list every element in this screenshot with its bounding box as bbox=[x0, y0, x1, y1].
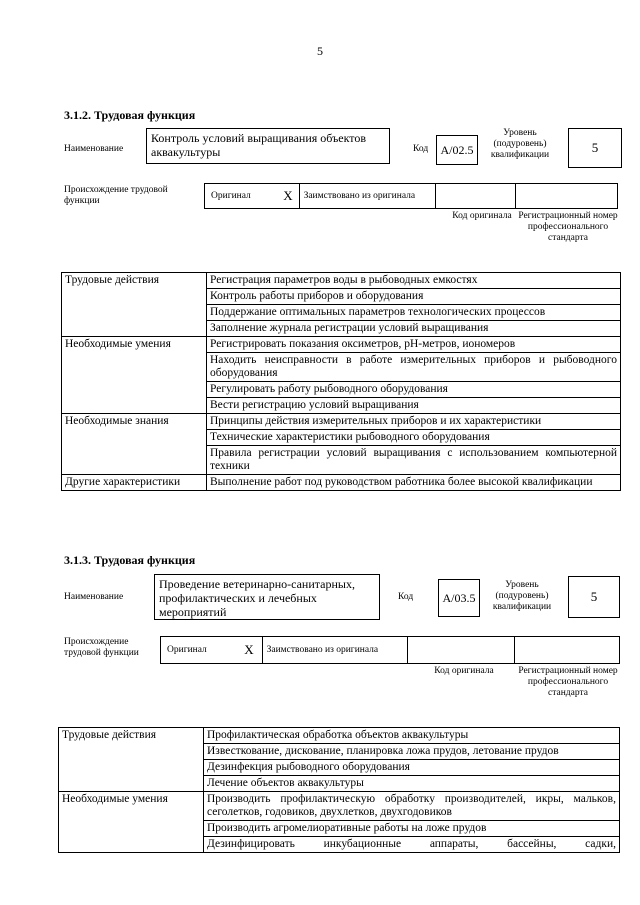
table-row bbox=[62, 475, 621, 491]
table-row bbox=[62, 273, 621, 289]
code-label: Код bbox=[413, 144, 429, 154]
original-label: Оригинал bbox=[167, 645, 207, 655]
code-box bbox=[436, 135, 478, 165]
origin-label: Происхождение трудовой функции bbox=[64, 185, 168, 206]
category-cell: Необходимые знания bbox=[62, 414, 207, 475]
section-title: 3.1.2. Трудовая функция bbox=[64, 108, 196, 122]
origin-label: Происхождение трудовой функции bbox=[64, 637, 139, 658]
origin-table bbox=[204, 183, 618, 209]
item-cell: Производить агромелиоративные работы на ложе прудов bbox=[204, 821, 620, 837]
item-cell: Лечение объектов аквакультуры bbox=[204, 776, 620, 792]
category-cell: Необходимые умения bbox=[59, 792, 204, 853]
requirements-table bbox=[58, 727, 620, 853]
name-label: Наименование bbox=[64, 592, 124, 602]
item-cell: Регистрация параметров воды в рыбоводных емкостях bbox=[207, 273, 621, 289]
original-mark: X bbox=[283, 188, 293, 203]
table-row bbox=[59, 728, 620, 744]
item-cell: Производить профилактическую обработку производителей, икры, мальков, сеголетков, годовиков, двухлетков, двухгодовиков bbox=[204, 792, 620, 821]
code-original-cell bbox=[436, 184, 516, 208]
section-title: 3.1.3. Трудовая функция bbox=[64, 553, 196, 567]
item-cell: Профилактическая обработка объектов аквакультуры bbox=[204, 728, 620, 744]
item-cell: Контроль работы приборов и оборудования bbox=[207, 289, 621, 305]
category-cell: Трудовые действия bbox=[59, 728, 204, 792]
original-mark: X bbox=[244, 642, 254, 657]
reg-number-caption: Регистрационный номер профессионального стандарта bbox=[518, 666, 618, 698]
function-name-box bbox=[146, 128, 390, 164]
item-cell: Регулировать работу рыбоводного оборудования bbox=[207, 382, 621, 398]
level-box bbox=[568, 128, 622, 168]
name-label: Наименование bbox=[64, 144, 124, 154]
reg-number-cell bbox=[515, 637, 619, 663]
category-cell: Необходимые умения bbox=[62, 337, 207, 414]
reg-number-cell bbox=[516, 184, 617, 208]
item-cell: Технические характеристики рыбоводного оборудования bbox=[207, 430, 621, 446]
function-name: Проведение ветеринарно-санитарных, профилактических и лечебных мероприятий bbox=[159, 577, 355, 619]
level-box bbox=[568, 576, 620, 618]
item-cell: Вести регистрацию условий выращивания bbox=[207, 398, 621, 414]
code-box bbox=[438, 579, 480, 617]
function-name: Контроль условий выращивания объектов аквакультуры bbox=[151, 131, 367, 159]
item-cell: Правила регистрации условий выращивания с использованием компьютерной техники bbox=[207, 446, 621, 475]
borrowed-cell bbox=[300, 184, 436, 208]
item-cell: Поддержание оптимальных параметров технологических процессов bbox=[207, 305, 621, 321]
original-cell bbox=[205, 184, 300, 208]
origin-table bbox=[160, 636, 620, 664]
item-cell: Находить неисправности в работе измерительных приборов и рыбоводного оборудования bbox=[207, 353, 621, 382]
item-cell: Заполнение журнала регистрации условий выращивания bbox=[207, 321, 621, 337]
borrowed-label: Заимствовано из оригинала bbox=[303, 191, 416, 201]
category-cell: Другие характеристики bbox=[62, 475, 207, 491]
code-original-caption: Код оригинала bbox=[452, 211, 512, 221]
code-value: A/02.5 bbox=[440, 142, 474, 157]
item-cell: Регистрировать показания оксиметров, pH-метров, иономеров bbox=[207, 337, 621, 353]
item-cell: Принципы действия измерительных приборов и их характеристики bbox=[207, 414, 621, 430]
item-cell: Известкование, дискование, планировка ложа прудов, летование прудов bbox=[204, 744, 620, 760]
table-row bbox=[62, 414, 621, 430]
code-original-cell bbox=[408, 637, 516, 663]
reg-number-caption: Регистрационный номер профессионального стандарта bbox=[518, 211, 618, 243]
function-name-box bbox=[154, 574, 380, 620]
code-original-caption: Код оригинала bbox=[434, 666, 494, 676]
table-row bbox=[62, 337, 621, 353]
item-cell: Дезинфекция рыбоводного оборудования bbox=[204, 760, 620, 776]
level-value: 5 bbox=[591, 140, 599, 155]
original-cell bbox=[161, 637, 263, 663]
item-cell: Выполнение работ под руководством работника более высокой квалификации bbox=[207, 475, 621, 491]
item-cell: Дезинфицировать инкубационные аппараты, бассейны, садки, bbox=[204, 837, 620, 853]
category-cell: Трудовые действия bbox=[62, 273, 207, 337]
page-number: 5 bbox=[317, 44, 323, 58]
borrowed-label: Заимствовано из оригинала bbox=[266, 645, 379, 655]
code-label: Код bbox=[398, 592, 414, 602]
borrowed-cell bbox=[263, 637, 408, 663]
code-value: A/03.5 bbox=[442, 590, 476, 605]
level-value: 5 bbox=[590, 589, 598, 604]
original-label: Оригинал bbox=[211, 191, 251, 201]
level-label: Уровень (подуровень) квалификации bbox=[490, 128, 550, 160]
level-label: Уровень (подуровень) квалификации bbox=[492, 580, 552, 612]
requirements-table bbox=[61, 272, 621, 491]
table-row bbox=[59, 792, 620, 821]
